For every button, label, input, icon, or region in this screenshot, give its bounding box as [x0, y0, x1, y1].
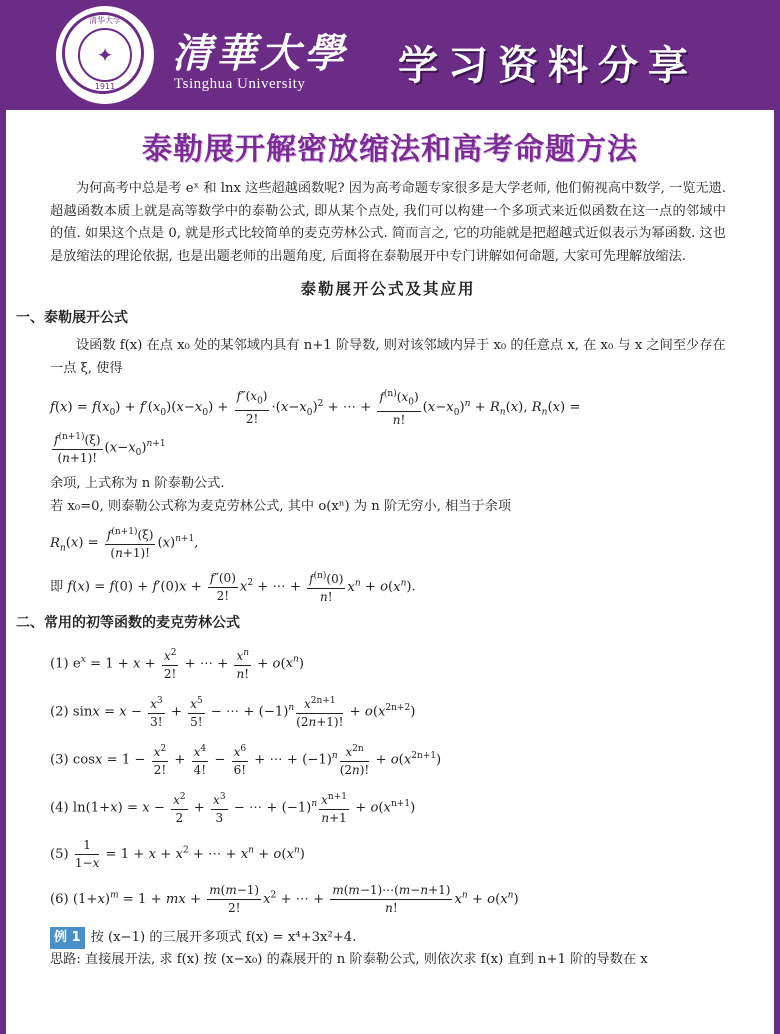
document-page: [6, 110, 774, 1034]
idea-text: 思路: 直接展开法, 求 f(x) 按 (x−x₀) 的森展开的 n 阶泰勒公式, 则依次求 f(x) 直到 n+1 阶的导数在 x: [50, 952, 648, 968]
intro-paragraph: 为何高考中总是考 eˣ 和 lnx 这些超越函数呢? 因为高考命题专家很多是大学老师, 他们俯视高中数学, 一览无遗. 超越函数本质上就是高等数学中的泰勒公式, 即从某个点处, 我们可以构建一个多项式来近似函数在这一点的邻域中的值. 如果这个点是 0, 就是形式比较简单的麦克劳林公式. 简而言之, 它的功能就是把超越式近似表示为幂函数. 这也是放缩法的理论依据, 也是出题老师的出题角度, 后面将在泰勒展开中专门讲解如何命题, 大家可先理解放缩法.: [50, 181, 726, 264]
example-text: 按 (x−1) 的三展开多项式 f(x) = x⁴+3x²+4.: [90, 929, 357, 945]
banner-title: 学习资料分享: [398, 43, 698, 89]
example-1: [50, 927, 726, 950]
formula-exp: (1) $e^x = 1 + x$ + $\frac{x^2}{2!}$ + ⋯ + $\frac{x^n}{n!}$ + $o(x^n)$: [50, 645, 726, 683]
seal-year: 1911: [94, 82, 116, 91]
article-body: [16, 178, 726, 972]
remainder-formula: $R_n(x)$ = $\frac{f^{(n+1)}(\xi)}{(n+1)!}$ $(x)^{n+1}$,: [50, 524, 726, 562]
formula-sin: (2) sinx = x − $\frac{x^3}{3!}$ + $\frac{x^5}{5!}$ − ⋯ + $(-1)^n$ $\frac{x^{2n+1}}{(2n+1)!}$ + $o(x^{2n+2})$: [50, 693, 726, 731]
maclaurin-note: 若 x₀=0, 则泰勒公式称为麦克劳林公式, 其中 o(xⁿ) 为 n 阶无穷小, 相当于余项: [50, 498, 512, 514]
seal-top-text: 清华大学: [89, 16, 121, 25]
formula-geometric: (5) $\frac{1}{1-x}$ = $1 + x + x^2$ + ⋯ + $x^n + o(x^n)$: [50, 837, 305, 870]
formula-cos: (3) cosx = 1 − $\frac{x^2}{2!}$ + $\frac{x^4}{4!}$ − $\frac{x^6}{6!}$ + ⋯ + $(-1)^n$ $\frac{x^{2n}}{(2n)!}$ + $o(x^{2n+1})$: [50, 741, 726, 779]
section-subtitle: 泰勒展开公式及其应用: [300, 279, 476, 298]
tsinghua-seal-icon: [56, 6, 154, 104]
taylor-setup-text: 设函数 f(x) 在点 x₀ 处的某邻域内具有 n+1 阶导数, 则对该邻域内异于 x₀ 的任意点 x, 在 x₀ 与 x 之间至少存在一点 ξ, 使得: [50, 338, 726, 376]
header-banner: [0, 0, 780, 110]
university-name-cn: 清華大學: [172, 30, 348, 77]
article-title: 泰勒展开解密放缩法和高考命题方法: [142, 132, 638, 167]
seal-star-icon: ✦: [78, 28, 132, 82]
university-name-en: Tsinghua University: [174, 76, 306, 92]
remainder-note: 余项, 上式称为 n 阶泰勒公式.: [50, 476, 225, 492]
maclaurin-list: [50, 645, 726, 917]
section-heading-2: 二、常用的初等函数的麦克劳林公式: [16, 615, 240, 632]
maclaurin-formula: 即 f(x) = f(0) + f′(0)x + $\frac{f''(0)}{2!}$ $x^2$ + ⋯ + $\frac{f^{(n)}(0)}{n!}$ $x^n + o(x^n)$.: [50, 568, 726, 606]
formula-ln: (4) ln(1+x) = x − $\frac{x^2}{2}$ + $\frac{x^3}{3}$ − ⋯ + $(-1)^n$ $\frac{x^{n+1}}{n+1}$ + $o(x^{n+1})$: [50, 789, 726, 827]
example-badge: 例 1: [50, 927, 85, 950]
formula-binomial: (6) $(1+x)^m = 1$ + mx + $\frac{m(m-1)}{2!}$ $x^2$ + ⋯ + $\frac{m(m-1)\cdots(m-n+1)}{n!}$ $x^n + o(x^n)$: [50, 882, 519, 915]
section-heading-1: 一、泰勒展开公式: [16, 309, 128, 326]
taylor-formula: $f(x) = f(x_0) + f'(x_0)(x-x_0)$ + $\frac{f''(x_0)}{2!}$ $\cdot(x-x_0)^2$ + ⋯ + $\frac{f^{(n)}(x_0)}{n!}$ $(x-x_0)^n + R_n(x)$, $R_n(x)$ = $\frac{f^{(n+1)}(\xi)}{(n+1)!}$ $(x-x_0)^{n+1}$: [50, 386, 726, 467]
